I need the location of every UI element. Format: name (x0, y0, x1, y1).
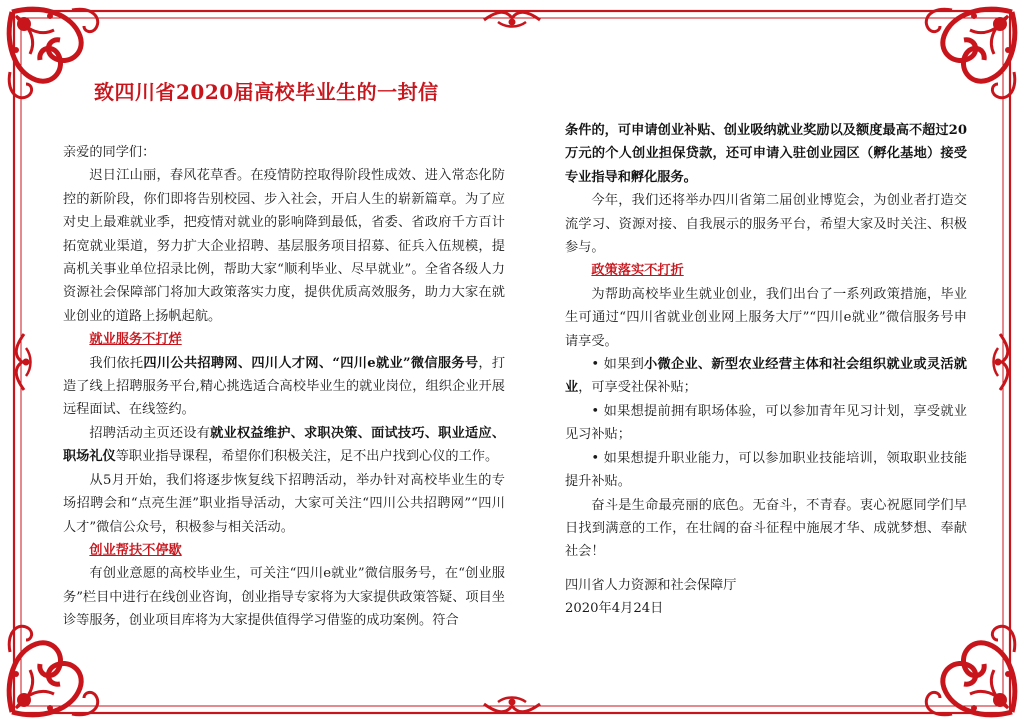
date: 2020年4月24日 (565, 601, 664, 617)
text-run: 等职业指导课程，希望你们积极关注，足不出户找到心仪的工作。 (115, 449, 499, 465)
text-run: • 如果到 (591, 357, 645, 373)
right-column (565, 119, 967, 621)
policy-intro-paragraph: 为帮助高校毕业生就业创业，我们出台了一系列政策措施，毕业生可通过“四川省就业创业网上服务大厅”“四川e就业”微信服务号申请享受。 (565, 286, 967, 349)
intro-paragraph: 迟日江山丽，春风花草香。在疫情防控取得阶段性成效、进入常态化防控的新阶段，你们即将告别校园、步入社会，开启人生的崭新篇章。为了应对史上最难就业季，把疫情对就业的影响降到最低，省委、省政府千方百计拓宽就业渠道，努力扩大企业招聘、基层服务项目招募、征兵入伍规模，提高机关事业单位招录比例，帮助大家“顺利毕业、尽早就业”。全省各级人力资源社会保障部门将加大政策落实力度，提供优质高效服务，助力大家在就业创业的道路上扬帆起航。 (63, 168, 505, 324)
text-run: 招聘活动主页还设有 (89, 425, 211, 441)
courses-paragraph (63, 422, 505, 469)
online-recruitment-paragraph (63, 352, 505, 422)
text-run: ，打造了线上招聘服务平台,精心挑选适合高校毕业生的就业岗位，组织企业开展远程面试、在线签约。 (63, 355, 506, 418)
bullet-item: • 如果想提升职业能力，可以参加职业技能培训，领取职业技能提升补贴。 (565, 450, 967, 490)
bold-text-run: 四川公共招聘网、四川人才网、“四川e就业”微信服务号 (143, 355, 479, 371)
bullet-item (565, 353, 967, 400)
bullet-item: • 如果想提前拥有职场体验，可以参加青年见习计划，享受就业见习补贴； (565, 403, 967, 443)
text-run: 我们依托 (89, 355, 144, 371)
offline-recruitment-paragraph: 从5月开始，我们将逐步恢复线下招聘活动，举办针对高校毕业生的专场招聘会和“点亮生涯”职业指导活动，大家可关注“四川公共招聘网”“四川人才”微信公众号，积极参与相关活动。 (63, 472, 505, 535)
signature: 四川省人力资源和社会保障厅 (565, 577, 737, 593)
section-heading-entrepreneurship: 创业帮扶不停歇 (89, 542, 182, 558)
bold-text-run: 就业权益维护、求职决策、面试技巧、职业适应、职场礼仪 (63, 425, 506, 465)
expo-paragraph: 今年，我们还将举办四川省第二届创业博览会，为创业者打造交流学习、资源对接、自我展示的服务平台，希望大家及时关注、积极参与。 (565, 193, 967, 256)
entrepreneurship-paragraph: 有创业意愿的高校毕业生，可关注“四川e就业”微信服务号，在“创业服务”栏目中进行在线创业咨询，创业指导专家将为大家提供政策答疑、项目坐诊等服务，创业项目库将为大家提供值得学习借鉴的成功案例。符合 (63, 566, 505, 629)
closing-paragraph: 奋斗是生命最亮丽的底色。无奋斗，不青春。衷心祝愿同学们早日找到满意的工作，在壮阔的奋斗征程中施展才华、成就梦想、奉献社会！ (565, 497, 967, 560)
bold-text-run: 条件的，可申请创业补贴、创业吸纳就业奖励以及额度最高不超过20万元的个人创业担保贷款，还可申请入驻创业园区（孵化基地）接受专业指导和孵化服务。 (565, 123, 967, 185)
text-run: ，可享受社保补贴； (578, 380, 697, 396)
left-column (63, 141, 505, 633)
section-heading-policy: 政策落实不打折 (591, 263, 684, 279)
salutation: 亲爱的同学们： (63, 145, 156, 160)
entrepreneurship-continued-paragraph (565, 119, 967, 189)
letter-title: 致四川省2020届高校毕业生的一封信 (94, 80, 439, 104)
bold-text-run: 小微企业、新型农业经营主体和社会组织就业或灵活就业 (565, 357, 967, 396)
section-heading-employment: 就业服务不打烊 (89, 332, 182, 348)
